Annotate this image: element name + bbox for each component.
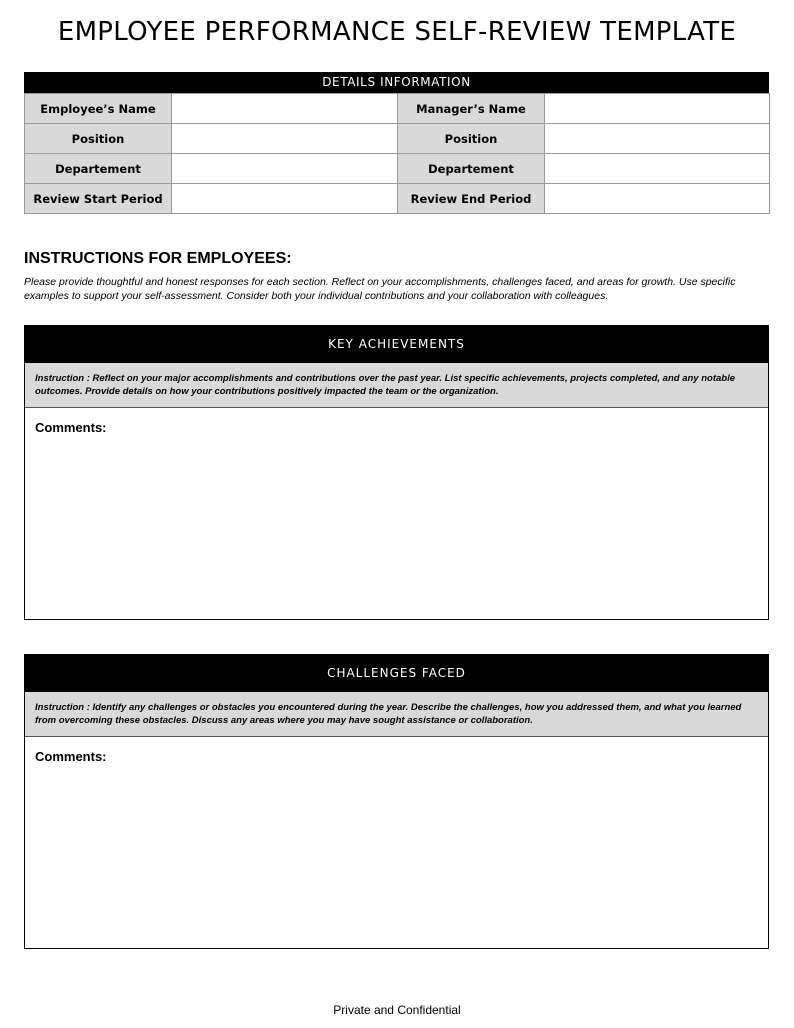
table-row	[25, 154, 770, 184]
section-instruction: Instruction : Identify any challenges or obstacles you encountered during the year. Describe the challenges, how you addressed them, and what you learned from overcoming these obstacles. Discuss any areas where you may have sought assistance or collaboration.	[25, 692, 768, 737]
section-instruction: Instruction : Reflect on your major accomplishments and contributions over the past year. List specific achievements, projects completed, and any notable outcomes. Provide details on how your contributions positively impacted the team or the organization.	[25, 363, 768, 408]
instructions-text: Please provide thoughtful and honest responses for each section. Reflect on your accomplishments, challenges faced, and areas for growth. Use specific examples to support your self-assessment. Consider both your individual contributions and your collaboration with colleagues.	[24, 276, 736, 302]
employee-name-label: Employee’s Name	[25, 94, 172, 124]
manager-name-label: Manager’s Name	[398, 94, 545, 124]
instructions-heading: INSTRUCTIONS FOR EMPLOYEES:	[24, 250, 292, 267]
review-start-field[interactable]	[172, 184, 398, 214]
manager-position-field[interactable]	[545, 124, 770, 154]
table-row	[25, 94, 770, 124]
section-heading: KEY ACHIEVEMENTS	[25, 326, 768, 363]
employee-position-field[interactable]	[172, 124, 398, 154]
employee-name-field[interactable]	[172, 94, 398, 124]
page-title: EMPLOYEE PERFORMANCE SELF-REVIEW TEMPLATE	[57, 17, 737, 47]
review-start-label: Review Start Period	[25, 184, 172, 214]
review-end-label: Review End Period	[398, 184, 545, 214]
table-row	[25, 184, 770, 214]
manager-department-field[interactable]	[545, 154, 770, 184]
manager-position-label: Position	[398, 124, 545, 154]
manager-department-label: Departement	[398, 154, 545, 184]
details-heading: DETAILS INFORMATION	[24, 72, 769, 93]
key-achievements-section	[24, 325, 769, 620]
manager-name-field[interactable]	[545, 94, 770, 124]
comments-label: Comments:	[35, 749, 107, 764]
section-heading: CHALLENGES FACED	[25, 655, 768, 692]
table-row	[25, 124, 770, 154]
comments-area[interactable]	[25, 436, 768, 619]
employee-department-label: Departement	[25, 154, 172, 184]
challenges-faced-section	[24, 654, 769, 949]
details-information-table	[24, 72, 769, 214]
employee-position-label: Position	[25, 124, 172, 154]
review-end-field[interactable]	[545, 184, 770, 214]
comments-label: Comments:	[35, 420, 107, 435]
footer-text: Private and Confidential	[333, 1003, 461, 1017]
comments-area[interactable]	[25, 765, 768, 948]
employee-department-field[interactable]	[172, 154, 398, 184]
